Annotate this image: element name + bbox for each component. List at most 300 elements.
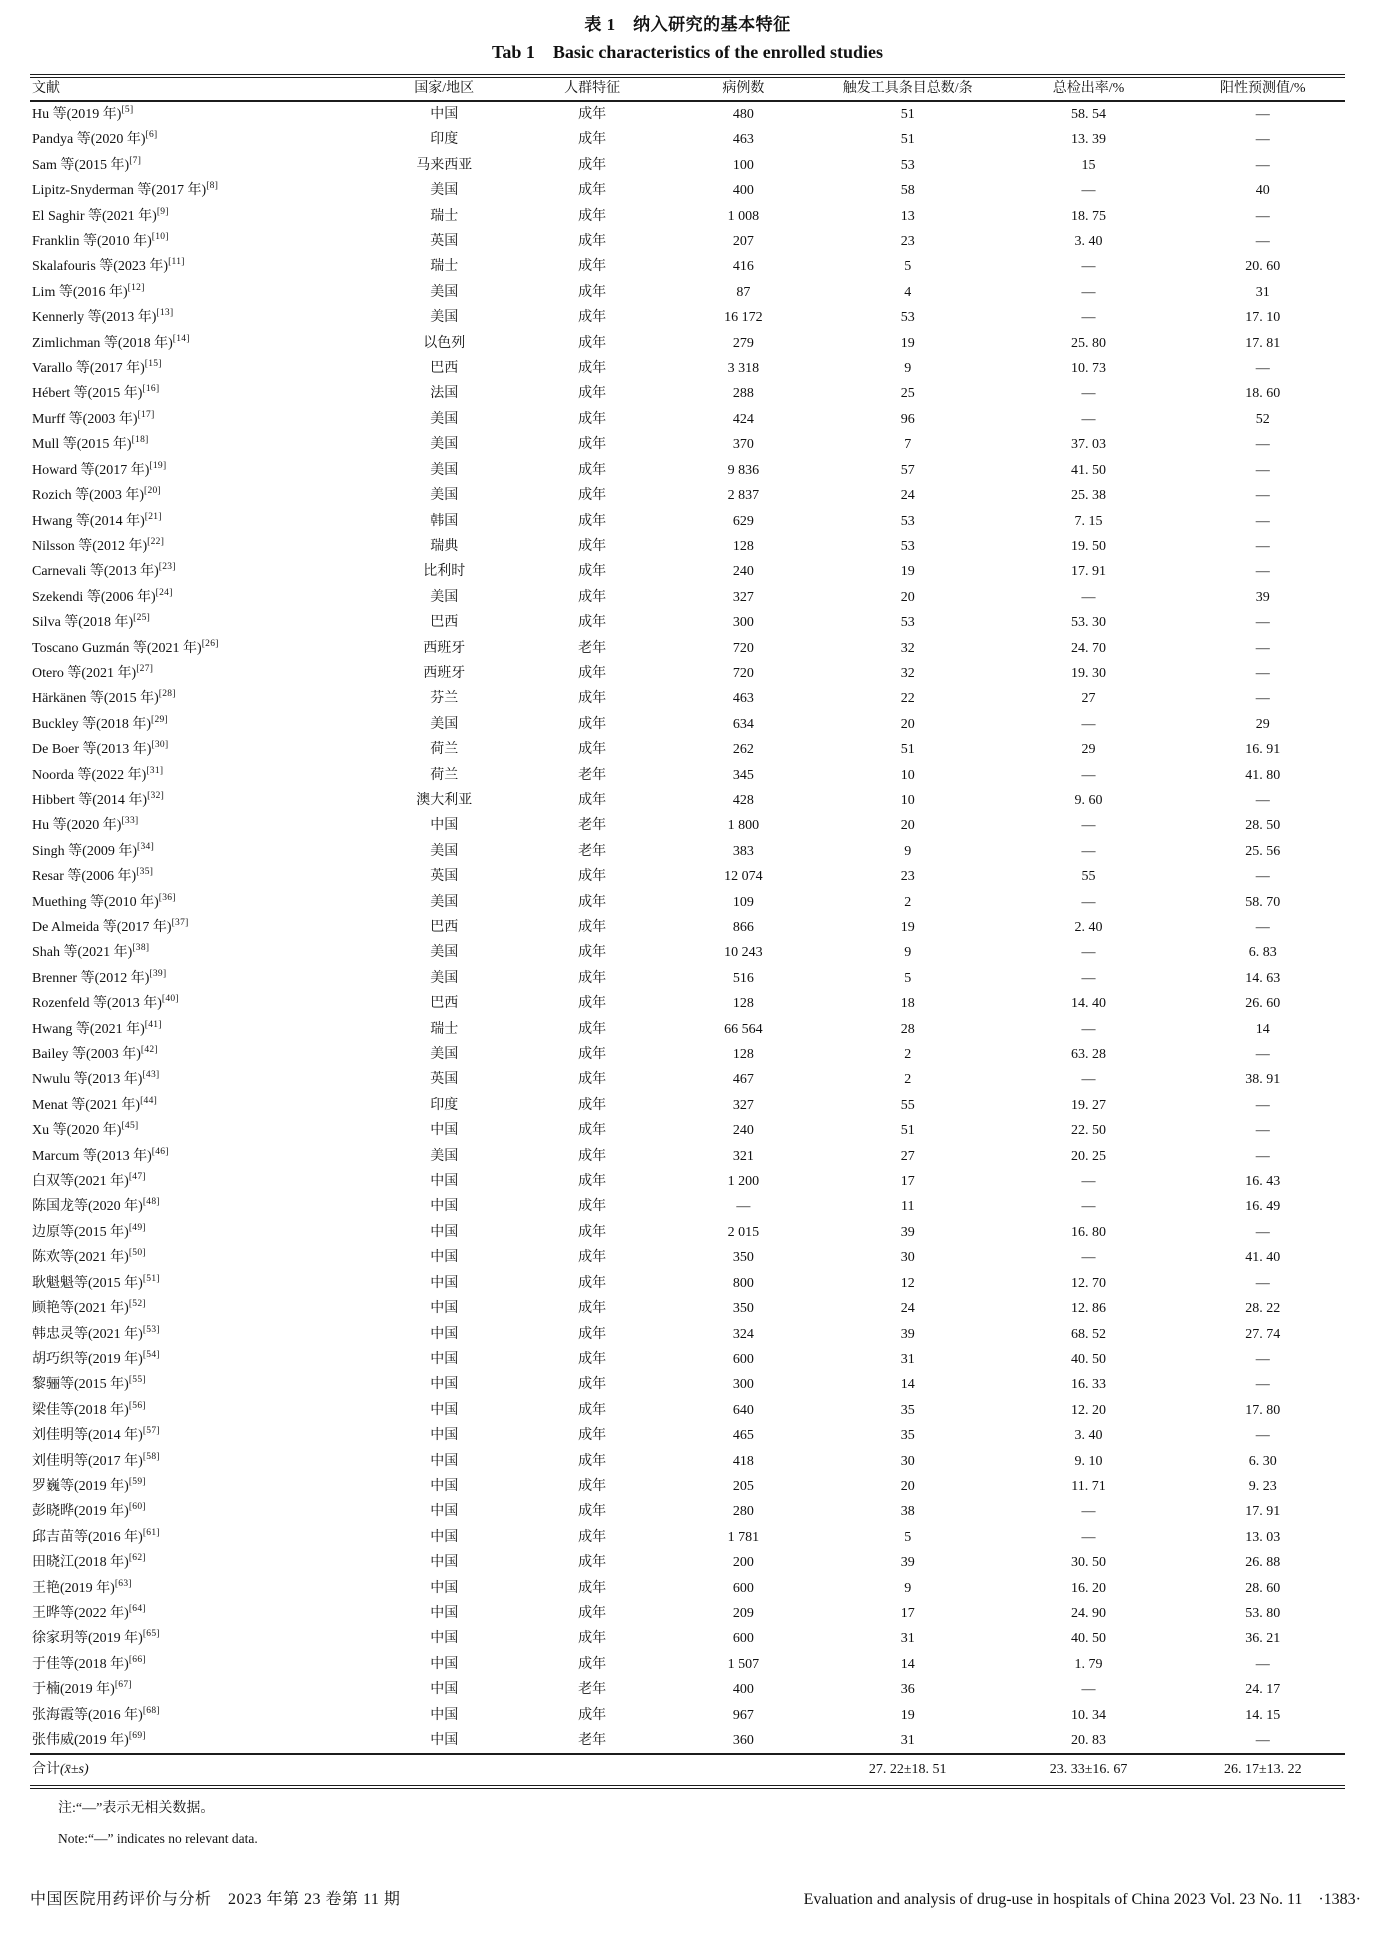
study-reference: Hwang 等(2014 年)[21]	[32, 511, 162, 529]
ppv-cell: 26. 60	[1245, 996, 1281, 1012]
total-cases-cell	[668, 1754, 819, 1787]
ppv-cell: 26. 88	[1245, 1555, 1281, 1571]
population-cell: 成年	[578, 1326, 607, 1342]
detection-rate-cell: 16. 33	[1071, 1377, 1107, 1393]
citation-superscript: [13]	[156, 308, 174, 319]
ppv-cell: 28. 60	[1245, 1580, 1281, 1596]
citation-superscript: [35]	[136, 867, 154, 878]
cases-cell: 207	[732, 234, 754, 250]
table-row	[30, 1626, 1345, 1651]
ppv-cell: 28. 50	[1245, 818, 1281, 834]
citation-superscript: [48]	[142, 1197, 160, 1208]
country-cell: 中国	[430, 1402, 459, 1418]
ppv-cell: 16. 43	[1245, 1174, 1281, 1190]
table-row	[30, 610, 1345, 635]
citation-superscript: [36]	[158, 892, 176, 903]
trigger-items-cell: 17	[900, 1174, 915, 1190]
citation-superscript: [46]	[151, 1146, 169, 1157]
detection-rate-cell: 58. 54	[1071, 107, 1107, 122]
cases-cell: 324	[732, 1326, 754, 1342]
ppv-cell: —	[1255, 538, 1270, 554]
country-cell: 美国	[430, 970, 459, 986]
table-row	[30, 1398, 1345, 1423]
study-reference: Lim 等(2016 年)[12]	[32, 282, 145, 300]
study-reference: Toscano Guzmán 等(2021 年)[26]	[32, 638, 219, 656]
ppv-cell: —	[1255, 691, 1270, 707]
ppv-cell: —	[1255, 208, 1270, 224]
detection-rate-cell: 1. 79	[1074, 1656, 1103, 1672]
total-label-cell	[30, 1754, 372, 1787]
population-cell: 成年	[578, 945, 607, 961]
trigger-items-cell: 13	[900, 208, 915, 224]
ppv-cell: —	[1255, 665, 1270, 681]
citation-superscript: [20]	[143, 486, 162, 497]
cases-cell: 12 074	[724, 869, 763, 885]
country-cell: 中国	[430, 1250, 459, 1266]
population-cell: 成年	[578, 1199, 607, 1215]
ppv-cell: 6. 30	[1248, 1453, 1277, 1469]
trigger-items-cell: 24	[900, 1301, 915, 1317]
ppv-cell: —	[1255, 1224, 1270, 1240]
trigger-items-cell: 25	[900, 386, 915, 402]
ppv-cell: 17. 80	[1245, 1402, 1281, 1418]
table-row	[30, 1423, 1345, 1448]
country-cell: 美国	[430, 945, 459, 961]
ppv-cell: 38. 91	[1245, 1072, 1281, 1088]
ppv-cell: 41. 40	[1245, 1250, 1281, 1266]
study-reference: 刘佳明等(2014 年)[57]	[32, 1426, 160, 1444]
citation-superscript: [52]	[128, 1299, 146, 1310]
table-row	[30, 153, 1345, 178]
study-reference: De Almeida 等(2017 年)[37]	[32, 918, 189, 935]
country-cell: 中国	[430, 107, 459, 122]
trigger-items-cell: 2	[904, 894, 912, 910]
ppv-cell: 18. 60	[1245, 386, 1281, 402]
table-row	[30, 1067, 1345, 1092]
trigger-items-cell: 20	[900, 589, 915, 605]
study-reference: Menat 等(2021 年)[44]	[32, 1095, 158, 1113]
ppv-cell: —	[1255, 792, 1270, 808]
citation-superscript: [14]	[172, 333, 190, 344]
detection-rate-cell: —	[1081, 843, 1096, 859]
detection-rate-cell: —	[1081, 411, 1096, 427]
detection-rate-cell: 12. 20	[1071, 1402, 1107, 1418]
population-cell: 成年	[578, 691, 607, 707]
table-row	[30, 1576, 1345, 1601]
total-country-cell	[372, 1754, 517, 1787]
cases-cell: 288	[732, 386, 754, 402]
detection-rate-cell: —	[1081, 818, 1096, 834]
cases-cell: 3 318	[727, 361, 760, 377]
country-cell: 芬兰	[430, 691, 459, 707]
table-row	[30, 534, 1345, 559]
detection-rate-cell: 22. 50	[1071, 1123, 1107, 1139]
trigger-items-cell: 5	[904, 970, 912, 986]
citation-superscript: [23]	[158, 562, 176, 573]
cases-cell: 128	[732, 1047, 754, 1063]
cases-cell: 240	[732, 1123, 754, 1139]
table-row	[30, 1449, 1345, 1474]
country-cell: 美国	[430, 183, 459, 199]
country-cell: 韩国	[430, 513, 459, 529]
ppv-cell: 41. 80	[1245, 767, 1281, 783]
trigger-items-cell: 11	[900, 1199, 915, 1215]
col-header-ppv: 阳性预测值/%	[1181, 76, 1345, 101]
ppv-cell: —	[1255, 513, 1270, 529]
study-reference: Nwulu 等(2013 年)[43]	[32, 1070, 160, 1088]
table-row	[30, 331, 1345, 356]
population-cell: 成年	[578, 1174, 607, 1190]
study-reference: Hébert 等(2015 年)[16]	[32, 384, 160, 402]
citation-superscript: [25]	[133, 613, 151, 624]
study-reference: Pandya 等(2020 年)[6]	[32, 130, 158, 148]
population-cell: 成年	[578, 996, 607, 1012]
detection-rate-cell: 10. 73	[1071, 361, 1107, 377]
total-population-cell	[517, 1754, 668, 1787]
detection-rate-cell: —	[1081, 284, 1096, 300]
cases-cell: 600	[732, 1631, 754, 1647]
ppv-cell: 40	[1255, 183, 1270, 199]
citation-superscript: [9]	[156, 206, 169, 217]
country-cell: 马来西亚	[416, 157, 473, 173]
enrolled-studies-table	[30, 74, 1345, 1789]
population-cell: 老年	[578, 1733, 607, 1748]
citation-superscript: [64]	[128, 1603, 146, 1614]
detection-rate-cell: 40. 50	[1071, 1631, 1107, 1647]
country-cell: 西班牙	[423, 665, 466, 681]
trigger-items-cell: 5	[904, 1529, 912, 1545]
country-cell: 中国	[430, 818, 459, 834]
trigger-items-cell: 2	[904, 1047, 912, 1063]
country-cell: 中国	[430, 1605, 459, 1621]
detection-rate-cell: 16. 80	[1071, 1224, 1107, 1240]
citation-superscript: [49]	[128, 1222, 146, 1233]
table-row	[30, 1169, 1345, 1194]
country-cell: 中国	[430, 1504, 459, 1520]
detection-rate-cell: 24. 70	[1071, 640, 1107, 656]
trigger-items-cell: 22	[900, 691, 915, 707]
population-cell: 成年	[578, 1021, 607, 1037]
total-trigger-items: 27. 22±18. 51	[819, 1754, 997, 1787]
cases-cell: 240	[732, 564, 754, 580]
population-cell: 成年	[578, 1224, 607, 1240]
cases-cell: 1 008	[727, 208, 760, 224]
cases-cell: 720	[732, 665, 754, 681]
ppv-cell: 9. 23	[1248, 1478, 1277, 1494]
study-reference: Härkänen 等(2015 年)[28]	[32, 689, 176, 707]
ppv-cell: 53. 80	[1245, 1605, 1281, 1621]
trigger-items-cell: 39	[900, 1555, 915, 1571]
country-cell: 美国	[430, 843, 459, 859]
detection-rate-cell: 19. 27	[1071, 1097, 1107, 1113]
ppv-cell: 17. 81	[1245, 335, 1281, 351]
cases-cell: 400	[732, 183, 754, 199]
citation-superscript: [18]	[131, 435, 149, 446]
country-cell: 英国	[430, 234, 459, 250]
total-label: 合计	[32, 1762, 60, 1778]
citation-superscript: [40]	[161, 994, 179, 1005]
citation-superscript: [47]	[128, 1172, 146, 1183]
trigger-items-cell: 7	[904, 437, 912, 453]
population-cell: 成年	[578, 1580, 607, 1596]
trigger-items-cell: 20	[900, 818, 915, 834]
citation-superscript: [37]	[171, 918, 189, 928]
ppv-cell: —	[1255, 1148, 1270, 1164]
country-cell: 以色列	[423, 335, 466, 351]
cases-cell: 16 172	[724, 310, 763, 326]
citation-superscript: [56]	[128, 1400, 146, 1411]
col-header-detection-rate: 总检出率/%	[996, 76, 1180, 101]
population-cell: 成年	[578, 1529, 607, 1545]
ppv-cell: —	[1255, 437, 1270, 453]
detection-rate-cell: —	[1081, 1504, 1096, 1520]
table-title-chinese: 表 1 纳入研究的基本特征	[584, 15, 791, 34]
table-title-block	[0, 0, 1375, 66]
study-reference: Otero 等(2021 年)[27]	[32, 663, 154, 681]
ppv-cell: —	[1255, 1377, 1270, 1393]
trigger-items-cell: 9	[904, 945, 912, 961]
trigger-items-cell: 51	[900, 742, 915, 758]
study-reference: Murff 等(2003 年)[17]	[32, 409, 155, 427]
trigger-items-cell: 51	[900, 1123, 915, 1139]
table-row	[30, 1728, 1345, 1754]
detection-rate-cell: 14. 40	[1071, 996, 1107, 1012]
cases-cell: 1 781	[727, 1529, 760, 1545]
population-cell: 成年	[578, 589, 607, 605]
table-row	[30, 254, 1345, 279]
cases-cell: 424	[732, 411, 754, 427]
cases-cell: 418	[732, 1453, 754, 1469]
cases-cell: 640	[732, 1402, 754, 1418]
study-reference: 于佳等(2018 年)[66]	[32, 1654, 146, 1672]
country-cell: 瑞士	[430, 1021, 459, 1037]
table-row	[30, 559, 1345, 584]
study-reference: Marcum 等(2013 年)[46]	[32, 1146, 169, 1164]
population-cell: 成年	[578, 1478, 607, 1494]
ppv-cell: —	[1255, 640, 1270, 656]
detection-rate-cell: 20. 83	[1071, 1733, 1107, 1748]
col-header-population: 人群特征	[517, 76, 668, 101]
population-cell: 成年	[578, 716, 607, 732]
country-cell: 中国	[430, 1123, 459, 1139]
detection-rate-cell: 27	[1081, 691, 1096, 707]
table-row	[30, 381, 1345, 406]
population-cell: 成年	[578, 894, 607, 910]
study-reference: Carnevali 等(2013 年)[23]	[32, 562, 176, 580]
citation-superscript: [31]	[146, 765, 164, 776]
study-reference: 张伟威(2019 年)[69]	[32, 1731, 146, 1748]
citation-superscript: [22]	[147, 536, 165, 547]
cases-cell: 327	[732, 1097, 754, 1113]
total-row	[30, 1754, 1345, 1787]
country-cell: 中国	[430, 1326, 459, 1342]
detection-rate-cell: —	[1081, 1199, 1096, 1215]
population-cell: 成年	[578, 462, 607, 478]
population-cell: 成年	[578, 183, 607, 199]
study-reference: De Boer 等(2013 年)[30]	[32, 740, 169, 758]
population-cell: 成年	[578, 970, 607, 986]
cases-cell: —	[736, 1199, 751, 1215]
ppv-cell: —	[1255, 1123, 1270, 1139]
detection-rate-cell: —	[1081, 716, 1096, 732]
ppv-cell: —	[1255, 920, 1270, 935]
study-reference: Noorda 等(2022 年)[31]	[32, 765, 164, 783]
trigger-items-cell: 31	[900, 1631, 915, 1647]
trigger-items-cell: 27	[900, 1148, 915, 1164]
study-reference: Zimlichman 等(2018 年)[14]	[32, 333, 190, 351]
country-cell: 中国	[430, 1275, 459, 1291]
population-cell: 成年	[578, 920, 607, 935]
cases-cell: 109	[732, 894, 754, 910]
cases-cell: 327	[732, 589, 754, 605]
citation-superscript: [27]	[136, 663, 154, 674]
study-reference: Rozich 等(2003 年)[20]	[32, 486, 162, 504]
citation-superscript: [30]	[151, 740, 169, 751]
total-formula: (x̄±s)	[60, 1762, 89, 1778]
population-cell: 老年	[578, 818, 607, 834]
table-header	[30, 76, 1345, 101]
trigger-items-cell: 9	[904, 843, 912, 859]
table-row	[30, 305, 1345, 330]
study-reference: Hibbert 等(2014 年)[32]	[32, 790, 165, 808]
trigger-items-cell: 19	[900, 920, 915, 935]
detection-rate-cell: 41. 50	[1071, 462, 1107, 478]
table-row	[30, 1042, 1345, 1067]
table-row	[30, 509, 1345, 534]
trigger-items-cell: 30	[900, 1250, 915, 1266]
cases-cell: 10 243	[724, 945, 763, 961]
cases-cell: 350	[732, 1250, 754, 1266]
table-row	[30, 178, 1345, 203]
population-cell: 成年	[578, 1250, 607, 1266]
trigger-items-cell: 18	[900, 996, 915, 1012]
citation-superscript: [15]	[144, 359, 162, 370]
cases-cell: 463	[732, 691, 754, 707]
ppv-cell: —	[1255, 564, 1270, 580]
population-cell: 成年	[578, 132, 607, 148]
population-cell: 成年	[578, 310, 607, 326]
total-detection-rate: 23. 33±16. 67	[996, 1754, 1180, 1787]
study-reference: 韩忠灵等(2021 年)[53]	[32, 1324, 160, 1342]
cases-cell: 629	[732, 513, 754, 529]
ppv-cell: —	[1255, 1656, 1270, 1672]
study-reference: 胡巧织等(2019 年)[54]	[32, 1349, 160, 1367]
citation-superscript: [21]	[144, 511, 162, 522]
detection-rate-cell: —	[1081, 767, 1096, 783]
study-reference: Resar 等(2006 年)[35]	[32, 867, 154, 885]
country-cell: 印度	[430, 1097, 459, 1113]
study-reference: Kennerly 等(2013 年)[13]	[32, 308, 174, 326]
cases-cell: 800	[732, 1275, 754, 1291]
detection-rate-cell: 25. 38	[1071, 488, 1107, 504]
table-row	[30, 1322, 1345, 1347]
population-cell: 成年	[578, 234, 607, 250]
country-cell: 瑞士	[430, 208, 459, 224]
table-row	[30, 1144, 1345, 1169]
trigger-items-cell: 19	[900, 1707, 915, 1723]
detection-rate-cell: 25. 80	[1071, 335, 1107, 351]
ppv-cell: 20. 60	[1245, 259, 1281, 275]
citation-superscript: [24]	[155, 587, 173, 598]
trigger-items-cell: 12	[900, 1275, 915, 1291]
population-cell: 成年	[578, 1402, 607, 1418]
table-row	[30, 483, 1345, 508]
detection-rate-cell: 30. 50	[1071, 1555, 1107, 1571]
country-cell: 中国	[430, 1707, 459, 1723]
citation-superscript: [67]	[114, 1680, 132, 1691]
detection-rate-cell: —	[1081, 1072, 1096, 1088]
ppv-cell: 28. 22	[1245, 1301, 1281, 1317]
ppv-cell: —	[1255, 132, 1270, 148]
citation-superscript: [59]	[128, 1476, 146, 1487]
citation-superscript: [19]	[149, 460, 167, 471]
ppv-cell: —	[1255, 615, 1270, 631]
detection-rate-cell: —	[1081, 970, 1096, 986]
trigger-items-cell: 51	[900, 107, 915, 122]
citation-superscript: [39]	[149, 968, 167, 979]
detection-rate-cell: 24. 90	[1071, 1605, 1107, 1621]
detection-rate-cell: 2. 40	[1074, 920, 1103, 935]
citation-superscript: [63]	[114, 1578, 132, 1589]
trigger-items-cell: 53	[900, 157, 915, 173]
population-cell: 老年	[578, 843, 607, 859]
detection-rate-cell: —	[1081, 1021, 1096, 1037]
trigger-items-cell: 20	[900, 1478, 915, 1494]
country-cell: 瑞典	[430, 538, 459, 554]
detection-rate-cell: 55	[1081, 869, 1096, 885]
cases-cell: 128	[732, 538, 754, 554]
citation-superscript: [33]	[121, 816, 139, 827]
detection-rate-cell: 11. 71	[1071, 1478, 1106, 1494]
study-reference: Varallo 等(2017 年)[15]	[32, 359, 162, 377]
country-cell: 美国	[430, 310, 459, 326]
detection-rate-cell: —	[1081, 1529, 1096, 1545]
study-reference: 张海霞等(2016 年)[68]	[32, 1705, 160, 1723]
population-cell: 成年	[578, 1275, 607, 1291]
cases-cell: 321	[732, 1148, 754, 1164]
ppv-cell: 58. 70	[1245, 894, 1281, 910]
country-cell: 中国	[430, 1631, 459, 1647]
trigger-items-cell: 35	[900, 1428, 915, 1444]
population-cell: 老年	[578, 1682, 607, 1698]
country-cell: 美国	[430, 589, 459, 605]
ppv-cell: —	[1255, 234, 1270, 250]
detection-rate-cell: 3. 40	[1074, 234, 1103, 250]
cases-cell: 516	[732, 970, 754, 986]
country-cell: 美国	[430, 1148, 459, 1164]
cases-cell: 87	[736, 284, 751, 300]
cases-cell: 128	[732, 996, 754, 1012]
detection-rate-cell: —	[1081, 1250, 1096, 1266]
country-cell: 中国	[430, 1199, 459, 1215]
study-reference: Singh 等(2009 年)[34]	[32, 841, 155, 859]
citation-superscript: [69]	[128, 1731, 146, 1741]
table-row	[30, 407, 1345, 432]
ppv-cell: 17. 10	[1245, 310, 1281, 326]
detection-rate-cell: 9. 10	[1074, 1453, 1103, 1469]
trigger-items-cell: 57	[900, 462, 915, 478]
cases-cell: 866	[732, 920, 754, 935]
cases-cell: 2 015	[727, 1224, 760, 1240]
population-cell: 成年	[578, 869, 607, 885]
country-cell: 美国	[430, 284, 459, 300]
cases-cell: 350	[732, 1301, 754, 1317]
citation-superscript: [29]	[150, 714, 169, 725]
citation-superscript: [60]	[128, 1502, 146, 1513]
citation-superscript: [44]	[140, 1095, 158, 1106]
study-reference: Lipitz-Snyderman 等(2017 年)[8]	[32, 181, 219, 199]
trigger-items-cell: 19	[900, 564, 915, 580]
